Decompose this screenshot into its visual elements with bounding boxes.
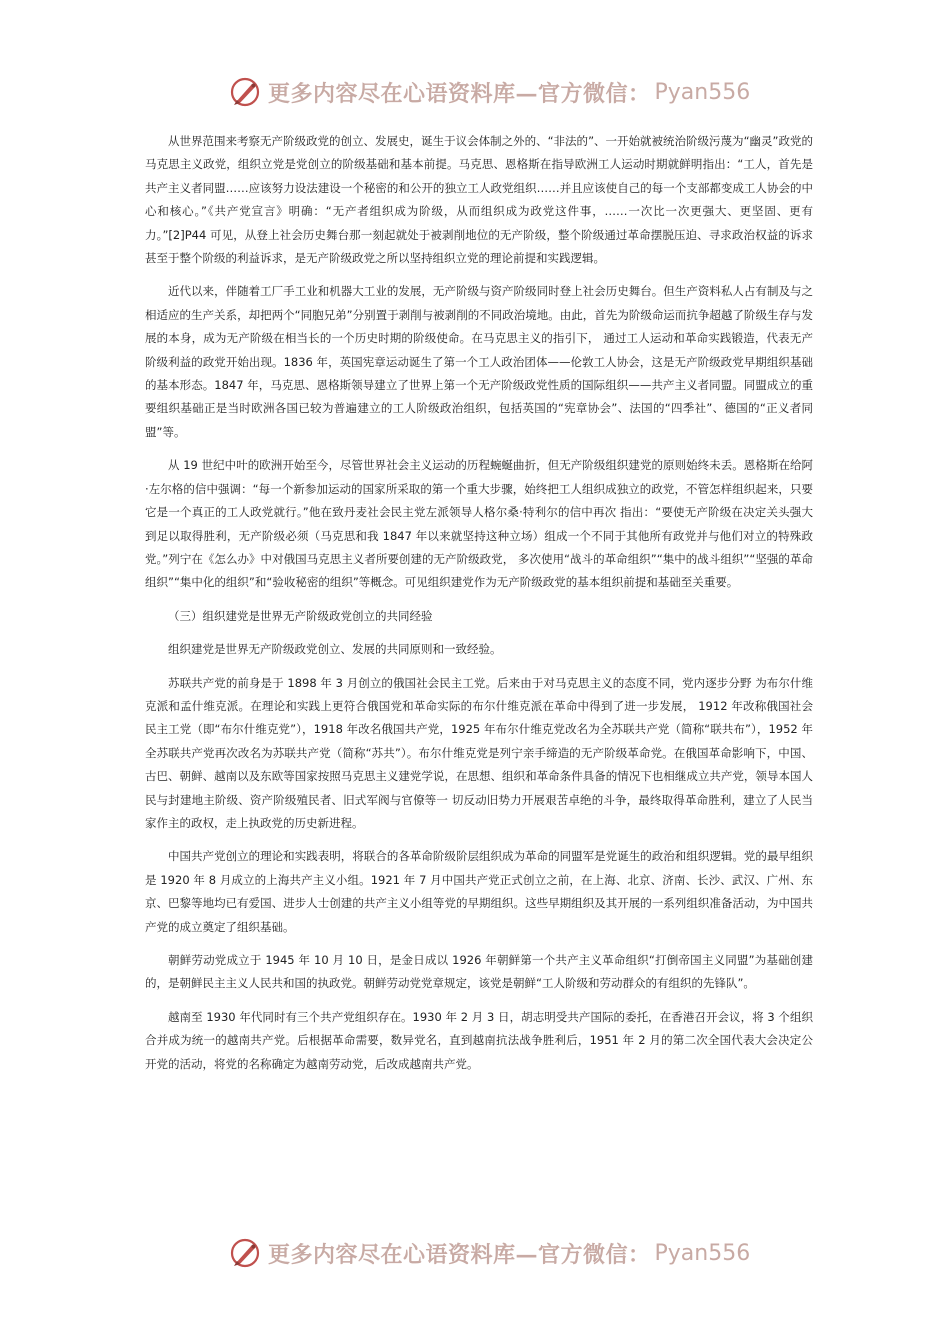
document-body xyxy=(145,130,813,1086)
footer-banner-text: 更多内容尽在心语资料库—官方微信： xyxy=(268,1241,651,1268)
paragraph-1: 从世界范围来考察无产阶级政党的创立、发展史，诞生于议会体制之外的、“非法的”、一开始就被统治阶级污蔑为“幽灵”政党的马克思主义政党，组织立党是党创立的阶级基础和基本前提。马克思、恩格斯在指导欧洲工人运动时期就鲜明指出：“工人，首先是共产主义者同盟……应该努力设法建设一个秘密的和公开的独立工人政党组织……并且应该使自己的每一个支部都变成工人协会的中心和核心。”《共产党宣言》明确：“无产者组织成为阶级，从而组织成为政党这件事，……一次比一次更强大、更坚固、更有力。”[2]P44 可见，从登上社会历史舞台那一刻起就处于被剥削地位的无产阶级，整个阶级通过革命摆脱压迫、寻求政治权益的诉求甚至于整个阶级的利益诉求，是无产阶级政党之所以坚持组织立党的理论前提和实践逻辑。 xyxy=(145,134,813,266)
paragraph-3: 从 19 世纪中叶的欧洲开始至今，尽管世界社会主义运动的历程蜿蜒曲折，但无产阶级组织建党的原则始终未丢。恩格斯在给阿·左尔格的信中强调：“每一个新参加运动的国家所采取的第一个重大步骤，始终把工人组织成独立的政党，不管怎样组织起来，只要它是一个真正的工人政党就行。”他在致丹麦社会民主党左派领导人格尔桑·特利尔的信中再次 指出：“要使无产阶级在决定关头强大到足以取得胜利，无产阶级必须（马克思和我 1847 年以来就坚持这种立场）组成一个不同于其他所有政党并与他们对立的特殊政党。”列宁在《怎么办》中对俄国马克思主义者所要创建的无产阶级政党， 多次使用“战斗的革命组织”“集中的战斗组织”“坚强的革命组织”“集中化的组织”和“验收秘密的组织”等概念。可见组织建党作为无产阶级政党的基本组织前提和基础至关重要。 xyxy=(145,458,813,590)
paragraph-5: 苏联共产党的前身是于 1898 年 3 月创立的俄国社会民主工党。后来由于对马克思主义的态度不同，党内逐步分野 为布尔什维克派和孟什维克派。在理论和实践上更符合俄国党和革命实际的布尔什维克派在革命中得到了进一步发展， 1912 年改称俄国社会民主工党（即“布尔什维克党”），1918 年改名俄国共产党，1925 年布尔什维克党改名为全苏联共产党（简称“联共布”），1952 年全苏联共产党再次改名为苏联共产党（简称“苏共”）。布尔什维克党是列宁亲手缔造的无产阶级革命党。在俄国革命影响下，中国、古巴、朝鲜、越南以及东欧等国家按照马克思主义建党学说，在思想、组织和革命条件具备的情况下也相继成立共产党，领导本国人民与封建地主阶级、资产阶级殖民者、旧式军阀与官僚等一 切反动旧势力开展艰苦卓绝的斗争，最终取得革命胜利，建立了人民当家作主的政权，走上执政党的历史新进程。 xyxy=(145,675,813,830)
footer-banner-code: Pyan556 xyxy=(654,1240,751,1266)
footer-watermark-banner xyxy=(228,1233,751,1273)
header-banner-text: 更多内容尽在心语资料库—官方微信： xyxy=(268,80,651,107)
paragraph-4: 组织建党是世界无产阶级政党创立、发展的共同原则和一致经验。 xyxy=(168,642,502,657)
section-heading: （三）组织建党是世界无产阶级政党创立的共同经验 xyxy=(168,608,433,623)
paragraph-7: 朝鲜劳动党成立于 1945 年 10 月 10 日，是金日成以 1926 年朝鲜第一个共产主义革命组织“打倒帝国主义同盟”为基础创建的，是朝鲜民主主义人民共和国的执政党。朝鲜劳动党党章规定，该党是朝鲜“工人阶级和劳动群众的有组织的先锋队”。 xyxy=(145,953,813,991)
compass-pen-logo-icon xyxy=(228,75,262,109)
paragraph-2: 近代以来，伴随着工厂手工业和机器大工业的发展，无产阶级与资产阶级同时登上社会历史舞台。但生产资料私人占有制及与之相适应的生产关系，却把两个“同胞兄弟”分别置于剥削与被剥削的不同政治境地。由此，首先为阶级命运而抗争超越了阶级生存与发展的本身，成为无产阶级在相当长的一个历史时期的阶级使命。在马克思主义的指引下， 通过工人运动和革命实践锻造，代表无产阶级利益的政党开始出现。1836 年，英国宪章运动诞生了第一个工人政治团体——伦敦工人协会，这是无产阶级政党早期组织基础的基本形态。1847 年，马克思、恩格斯领导建立了世界上第一个无产阶级政党性质的国际组织——共产主义者同盟。同盟成立的重要组织基础正是当时欧洲各国已较为普遍建立的工人阶级政治组织，包括英国的“宪章协会”、法国的“四季社”、德国的“正义者同盟”等。 xyxy=(145,284,813,439)
compass-pen-logo-icon xyxy=(228,1236,262,1270)
header-watermark-banner xyxy=(228,72,751,112)
header-banner-code: Pyan556 xyxy=(654,79,751,105)
paragraph-8: 越南至 1930 年代同时有三个共产党组织存在。1930 年 2 月 3 日，胡志明受共产国际的委托，在香港召开会议，将 3 个组织合并成为统一的越南共产党。后根据革命需要，数异党名，直到越南抗法战争胜利后，1951 年 2 月的第二次全国代表大会决定公开党的活动，将党的名称确定为越南劳动党，后改成越南共产党。 xyxy=(145,1009,813,1071)
paragraph-6: 中国共产党创立的理论和实践表明，将联合的各革命阶级阶层组织成为革命的同盟军是党诞生的政治和组织逻辑。党的最早组织是 1920 年 8 月成立的上海共产主义小组。1921 年 7 月中国共产党正式创立之前，在上海、北京、济南、长沙、武汉、广州、东京、巴黎等地均已有爱国、进步人士创建的共产主义小组等党的早期组织。这些早期组织及其开展的一系列组织准备活动，为中国共产党的成立奠定了组织基础。 xyxy=(145,849,813,934)
